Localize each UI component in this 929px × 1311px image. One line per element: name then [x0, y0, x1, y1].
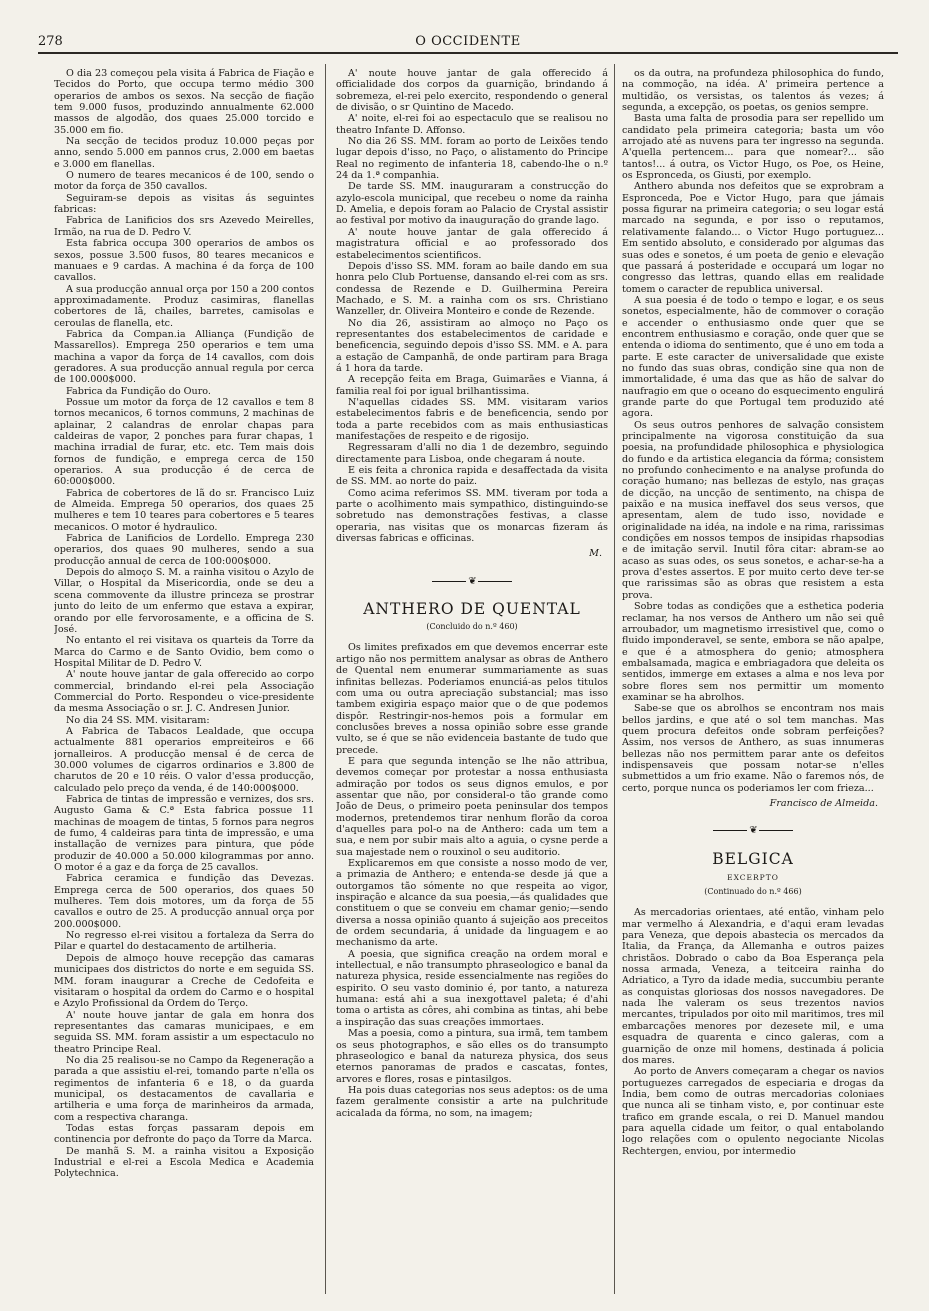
paragraph: A' noute houve jantar de gala offerecido á officialidade dos corpos da guarnição, brindando á sobremeza, el-rei pelo exercito, respondendo o general de divisão, o sr Quintino de Macedo. — [336, 68, 608, 114]
paragraph: No dia 24 SS. MM. visitaram: — [66, 714, 210, 726]
belgica-article-body — [622, 907, 884, 1157]
article-signature-m: M. — [589, 548, 602, 560]
column-divider-1 — [325, 64, 326, 1294]
paragraph: N'aquellas cidades SS. MM. visitaram varios estabelecimentos fabris e de beneficencia, sendo por toda a parte recebidos com as mais enthusiasticas manifestações de respeito e de rigosijo. — [336, 396, 608, 442]
paragraph: No dia 26, assistiram ao almoço no Paço os representantes dos estabelecimentos de caridade e beneficencia, seguindo depois d'isso SS. MM. e A. para a estação de Campanhã, de onde partiram para Braga á 1 hora da tarde. — [336, 317, 608, 374]
paragraph: Fabrica ceramica e fundição das Devezas. Emprega cerca de 500 operarios, dos quaes 50 mulheres. Tem dois motores, um da força de 55 cavallos e outro de 25. A producção annual orça por 200.000$000. — [54, 873, 314, 930]
paragraph: Regressaram d'alli no dia 1 de dezembro, seguindo directamente para Lisboa, onde chegaram á noute. — [336, 442, 608, 465]
paragraph: Sobre todas as condições que a esthetica poderia reclamar, ha nos versos de Anthero um não sei quê arroubador, um magnetismo irresistivel que, como o fluido imponderavel, se sente, embora se não apalpe, e que é a atmosphera do genio; atmosphera embalsamada, magica e embriagadora que deleita os sentidos, immerge em extases a alma e nos leva por sobre flores sem nos permittir um momento examinar se ha abrolhos. — [622, 601, 884, 703]
paragraph: As mercadorias orientaes, até então, vinham pelo mar vermelho á Alexandria, e d'aqui eram levadas para Veneza, que depois abastecia os mercados da Italia, da França, da Allemanha e outros paizes christãos. Dobrado o cabo da Boa Esperança pela nossa armada, Veneza, a teitceira rainha do Adriatico, a Tyro da idade media, succumbiu perante as conquistas gloriosas dos nossos navegadores. De nada lhe valeram os seus trezentos navios mercantes, tripulados por oito mil maritimos, tres mil embarcações menores por dezesete mil, e uma esquadra de quarenta e cinco galeras, com a guarnição de onze mil homens, destinada á policia dos mares. — [622, 907, 884, 1066]
paragraph: Fabrica da Compan.ia Alliança (Fundição de Massarellos). Emprega 250 operarios e tem uma machina a vapor da força de 14 cavallos, com dois geradores. A sua producção annual regula por cerca de 100.000$000. — [54, 328, 314, 386]
paragraph: O numero de teares mecanicos é de 100, sendo o motor da força de 350 cavallos. — [54, 170, 314, 193]
column-divider-2 — [614, 64, 615, 1294]
article-signature-almeida: Francisco de Almeida. — [769, 798, 878, 809]
paragraph: No regresso el-rei visitou a fortaleza da Serra do Pilar e quartel do destacamento de artilheria. — [54, 930, 314, 953]
paragraph: Depois do almoço S. M. a rainha visitou o Azylo de Villar, o Hospital da Misericordia, onde se deu a scena commovente da illustre princeza se prostrar junto do leito de um enfermo que estava a expirar, orando por elle fervorosamente, e a officina de S. José. — [54, 567, 314, 635]
journal-title: O OCCIDENTE — [415, 34, 521, 49]
paragraph: A sua poesia é de todo o tempo e logar, e os seus sonetos, especialmente, hão de commover o coração e accender o enthusiasmo onde quer que se encontrem enthusiasmo e coração, onde quer que se entenda o idioma do sentimento, que é uno em toda a parte. E este caracter de universalidade que existe no fundo das suas obras, condição sine qua non de immortalidade, é uma das que as hão de salvar do naufragio em que o oceano do esquecimento engulirá grande parte do que Portugal tem produzido até agora. — [622, 294, 884, 420]
paragraph: Os seus outros penhores de salvação consistem principalmente na vigorosa constituição da sua poesia, na profundidade philosophica e physiologica do fundo e da artistica elegancia da fórma; consistem no profundo conhecimento e na analyse profunda do coração humano; nas bellezas de estylo, nas graças de dicção, na uncção de sentimento, na chispa de paixão e na musica ineffavel dos seus versos, que apresentam, alem de tudo isso, novidade e originalidade na idéa, na indole e na rima, rarissimas condições em nossos tempos de insipidas rhapsodias e de imitação servil. Inutil fôra citar: abram-se ao acaso as suas odes, os seus sonetos, e achar-se-ha a prova d'estes assertos. E por muito certo deve ter-se que rarissimas são as obras que resistem a esta prova. — [622, 419, 884, 601]
page-header — [38, 30, 898, 52]
section-title-belgica: BELGICA — [712, 849, 794, 868]
section-ornament: ❦ — [336, 576, 608, 587]
section-title-anthero: ANTHERO DE QUENTAL — [363, 600, 581, 619]
anthero-article-continued — [622, 68, 884, 794]
paragraph: No dia 26 SS. MM. foram ao porto de Leixões tendo lugar depois d'isso, no Paço, o alistamento do Principe Real no regimento de infanteria 18, cabendo-lhe o n.º 24 da 1.ª companhia. — [336, 136, 608, 182]
paragraph: Fabrica de Lanificios dos srs Azevedo Meirelles, Irmão, na rua de D. Pedro V. — [54, 215, 314, 238]
paragraph: De manhã S. M. a rainha visitou a Exposição Industrial e el-rei a Escola Medica e Academia Polytechnica. — [54, 1145, 314, 1180]
paragraph: A' noute houve jantar de gala offerecido ao corpo commercial, brindando el-rei pela Associação Commercial do Porto. Respondeu o vice-presidente da mesma Associação o sr. J. C. Andresen Junior. — [54, 669, 314, 715]
anthero-article-body — [336, 642, 608, 1118]
paragraph: A recepção feita em Braga, Guimarães e Vianna, á familia real foi por igual brilhantissima. — [336, 374, 608, 397]
paragraph: Depois d'isso SS. MM. foram ao baile dando em sua honra pelo Club Portuense, dansando el-rei com as srs. condessa de Rezende e D. Guilhermina Pereira Machado, e S. M. a rainha com os srs. Christiano Wanzeller, dr. Oliveira Monteiro e conde de Rezende. — [336, 260, 608, 318]
section-note-anthero: (Concluido do n.º 460) — [426, 622, 518, 632]
paragraph: No entanto el rei visitava os quarteis da Torre da Marca do Carmo e de Santo Ovidio, bem como o Hospital Militar de D. Pedro V. — [54, 635, 314, 669]
paragraph: A' noute houve jantar de gala offerecido á magistratura official e ao professorado dos estabelecimentos scientificos. — [336, 226, 608, 261]
paragraph: Fabrica de cobertores de lã do sr. Francisco Luiz de Almeida. Emprega 50 operarios, dos quaes 25 mulheres e tem 10 teares para cobertores e 5 teares mecanicos. O motor é hydraulico. — [54, 487, 314, 533]
paragraph: Fabrica da Fundição do Ouro. — [66, 385, 211, 397]
paragraph: Explicaremos em que consiste a nosso modo de ver, a primazia de Anthero; e entenda-se desde já que a outorgamos tão sómente no que respeita ao vigor, inspiração e alcance da sua poesia,—ás qualidades que constituem o que se conveiu em chamar genio;—sendo diversa a nossa opinião quanto á sujeição aos preceitos de ordem secundaria, á unidade da linguagem e ao mechanismo da arte. — [336, 858, 608, 949]
paragraph: Anthero abunda nos defeitos que se exprobram a Espronceda, Poe e Victor Hugo, para que jámais possa figurar na primeira categoria; o seu logar está marcado na segunda, e por isso o reputamos, relativamente falando... o Victor Hugo portuguez... Em sentido absoluto, e considerado por algumas das suas odes e sonetos, é um poeta de genio e elevação que passará á posteridade e occupará um logar no congresso das lettras, quando ellas em realidade tomem o caracter de republica universal. — [622, 181, 884, 295]
paragraph: De tarde SS. MM. inauguraram a construcção do azylo-escola municipal, que recebeu o nome da rainha D. Amelia, e depois foram ao Palacio de Crystal assistir ao festival por motivo da inauguração do grande lago. — [336, 181, 608, 227]
paragraph: Todas estas forças passaram depois em continencia por defronte do paço da Torre da Marca. — [54, 1122, 314, 1146]
paragraph: Fabrica de tintas de impressão e vernizes, dos srs. Augusto Gama & C.ª Esta fabrica possue 11 machinas de moagem de tintas, 5 fornos para negros de fumo, 4 caldeiras para tinta de impressão, e uma installação de vernizes para pintura, que póde produzir de 40.000 a 50.000 kilogrammas por anno. O motor é a gaz e da força de 25 cavallos. — [54, 794, 314, 874]
paragraph: Seguiram-se depois as visitas ás seguintes fabricas: — [54, 192, 314, 216]
header-rule — [38, 52, 898, 54]
paragraph: Fabrica de Lanificios de Lordello. Emprega 230 operarios, dos quaes 90 mulheres, sendo a sua producção annual de cerca de 100:000$000. — [54, 533, 314, 567]
paragraph: Depois de almoço houve recepção das camaras municipaes dos districtos do norte e em seguida SS. MM. foram inaugurar a Creche de Cedofeita e visitaram o hospital da ordem do Carmo e o hospital e Azylo Profissional da Ordem do Terço. — [54, 952, 314, 1010]
paragraph: A sua producção annual orça por 150 a 200 contos approximadamente. Produz casimiras, flanellas cobertores de lã, chailes, barretes, camisolas e ceroulas de flanella, etc. — [54, 283, 314, 329]
paragraph: A poesia, que significa creação na ordem moral e intellectual, e não transumpto phraseologico e banal da natureza physica, reside essencialmente nas regiões do espirito. O seu vasto dominio é, por tanto, a natureza humana: está ahi a sua inexgottavel paleta; é d'ahi toma o artista as côres, ahi combina as tintas, ahi bebe a inspiração das suas creações immortaes. — [336, 948, 608, 1028]
paragraph: Na secção de tecidos produz 10.000 peças por anno, sendo 5.000 em pannos crus, 2.000 em baetas e 3.000 em flanellas. — [54, 136, 314, 170]
paragraph: Mas a poesia, como a pintura, sua irmã, tem tambem os seus photographos, e são elles os do transumpto phraseologico e banal da natureza physica, dos seus eternos panoramas de prados e cascatas, fontes, arvores e flores, rosas e pintasilgos. — [336, 1028, 608, 1085]
paragraph: Ha pois duas categorias nos seus adeptos: os de uma fazem geralmente consistir a arte na pulchritude acicalada da fórma, no som, na imagem; — [336, 1084, 608, 1119]
paragraph: No dia 25 realisou-se no Campo da Regeneração a parada a que assistiu el-rei, tomando parte n'ella os regimentos de infanteria 6 e 18, o da guarda municipal, os destacamentos de cavallaria e artilheria e uma força de marinheiros da armada, com a respectiva charanga. — [54, 1054, 314, 1123]
paragraph: O dia 23 começou pela visita á Fabrica de Fiação e Tecidos do Porto, que occupa termo médio 300 operarios de ambos os sexos. Na secção de fiação tem 9.000 fusos, produzindo annualmente 62.000 massos de algodão, dos quaes 25.000 torcido e 35.000 em fio. — [54, 68, 314, 136]
column-1 — [54, 68, 314, 1288]
paragraph: Basta uma falta de prosodia para ser repellido um candidato pela primeira categoria; basta um vôo arrojado até as nuvens para ter ingresso na segunda. A'quella pertencem... para que nomear?... são tantos!... á outra, os Victor Hugo, os Poe, os Heine, os Espronceda, os Giusti, por exemplo. — [622, 113, 884, 182]
section-note-belgica: (Continuado do n.º 466) — [704, 887, 802, 897]
paragraph: A' noite, el-rei foi ao espectaculo que se realisou no theatro Infante D. Affonso. — [336, 113, 608, 136]
paragraph: Como acima referimos SS. MM. tiveram por toda a parte o acolhimento mais sympathico, distinguindo-se sobretudo nas demonstrações festivas, a classe operaria, nas visitas que os monarcas fizeram ás diversas fabricas e officinas. — [336, 487, 608, 545]
column-3 — [622, 68, 884, 1288]
paragraph: A Fabrica de Tabacos Lealdade, que occupa actualmente 881 operarios empreiteiros e 66 jornalleiros. A producção mensal é de cerca de 30.000 volumes de cigarros ordinarios e 3.800 de charutos de 20 e 10 réis. O valor d'essa producção, calculado pelo preço da venda, é de 140:000$000. — [54, 725, 314, 794]
paragraph: os da outra, na profundeza philosophica do fundo, na commoção, na idéa. A' primeira pertence a multidão, os versistas, os talentos ás vezes; á segunda, a excepção, os poetas, os genios sempre. — [622, 68, 884, 114]
royal-visit-article-end — [336, 68, 608, 544]
paragraph: E para que segunda intenção se lhe não attribua, devemos começar por protestar a nossa enthusiasta admiração por todos os seus dignos emulos, e por assentar que não, por consideral-o tão grande como João de Deus, o primeiro poeta peninsular dos tempos modernos, pretendemos tirar nenhum florão da coroa d'aquelles para pol-o na de Anthero: cada um tem a sua, e nem por subir mais alto a aguia, o cysne perde a sua majestade nem o rouxinol o seu auditorio. — [336, 755, 608, 858]
paragraph: A' noute houve jantar de gala em honra dos representantes das camaras municipaes, e em seguida SS. MM. foram assistir a um espectaculo no theatro Principe Real. — [54, 1009, 314, 1055]
paragraph: E eis feita a chronica rapida e desaffectada da visita de SS. MM. ao norte do paiz. — [336, 465, 608, 488]
paragraph: Possue um motor da força de 12 cavallos e tem 8 tornos mecanicos, 6 tornos communs, 2 machinas de aplainar, 2 calandras de enrolar chapas para caldeiras de vapor, 2 ponches para furar chapas, 1 machina irradial de furar, etc. etc. Tem mais dois fornos de fundição, e emprega cerca de 150 operarios. A sua producção é de cerca de 60:000$000. — [54, 396, 314, 488]
section-ornament: ❦ — [622, 825, 884, 836]
paragraph: Ao porto de Anvers começaram a chegar os navios portuguezes carregados de especiaria e drogas da India, bem como de outras mercadorias coloniaes que nunca ali se tinham visto, e, por continuar este trafico em grande escala, o rei D. Manuel mandou para aquella cidade um feitor, o qual entabolando logo relações com o opulento negociante Nicolas Rechtergen, enviou, por intermedio — [622, 1066, 884, 1157]
column-2 — [336, 68, 608, 1288]
paragraph: Os limites prefixados em que devemos encerrar este artigo não nos permittem analysar as obras de Anthero de Quental nem enumerar summariamente as suas infinitas bellezas. Poderiamos enunciá-as pelos titulos com uma ou outra apreciação substancial; mas isso tambem exigiria espaço maior que o de que podemos dispôr. Restringir-nos-hemos pois a formular em conclusões breves a nossa opinião sobre esse grande vulto, se é que se não evidenceia bastante de tudo que precede. — [336, 642, 608, 756]
paragraph: Sabe-se que os abrolhos se encontram nos mais bellos jardins, e que até o sol tem manchas. Mas quem procura defeitos onde sobram perfeições? Assim, nos versos de Anthero, as suas innumeras bellezas não nos permittem parar ante os defeitos indispensaveis que possam notar-se n'elles submettidos a um frio exame. Não o faremos nós, de certo, porque nunca os poderiamos ler com frieza... — [622, 703, 884, 794]
page-number: 278 — [38, 34, 63, 49]
paragraph: Esta fabrica occupa 300 operarios de ambos os sexos, possue 3.500 fusos, 80 teares mecanicos e manuaes e 9 cardas. A machina é da força de 100 cavallos. — [54, 238, 314, 284]
section-subtitle-excerpto: EXCERPTO — [727, 872, 779, 882]
